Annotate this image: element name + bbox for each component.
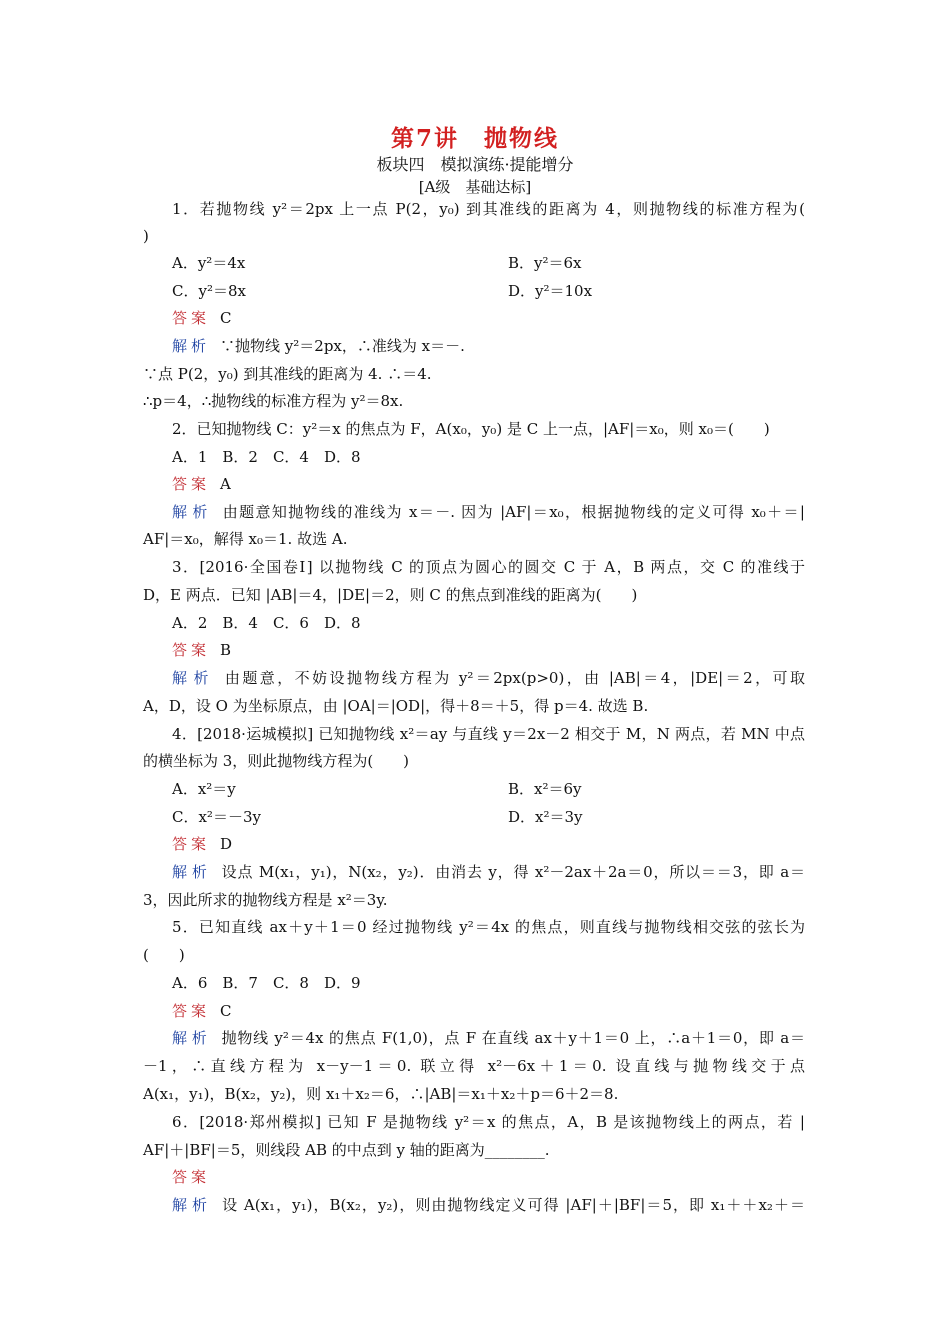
line-text: 3，因此所求的抛物线方程是 x²＝3y.: [143, 891, 388, 909]
line-text: AF|＋|BF|＝5，则线段 AB 的中点到 y 轴的距离为________.: [143, 1141, 550, 1159]
text-line: [143, 227, 149, 245]
line-text: A．6 B．7 C．8 D．9: [172, 974, 361, 992]
text-line: [508, 780, 582, 798]
line-text: ( ): [143, 946, 185, 964]
text-line: [143, 1141, 550, 1159]
text-line: [143, 891, 388, 909]
text-line: [508, 808, 583, 826]
line-text: 5．已知直线 ax＋y＋1＝0 经过抛物线 y²＝4x 的焦点，则直线与抛物线相交弦的弦长为: [172, 918, 805, 936]
line-text: B．x²＝6y: [508, 780, 582, 798]
text-line: [172, 475, 231, 493]
text-line: [172, 282, 246, 300]
text-line: [172, 1168, 220, 1186]
text-line: [143, 392, 403, 410]
text-line: [143, 697, 648, 715]
line-text: A．2 B．4 C．6 D．8: [172, 614, 361, 632]
line-text: D．x²＝3y: [508, 808, 583, 826]
line-text: 4．[2018·运城模拟] 已知抛物线 x²＝ay 与直线 y＝2x－2 相交于 M，N 两点，若 MN 中点: [172, 725, 805, 743]
analysis-label: 解析: [172, 503, 213, 521]
text-line: [172, 780, 236, 798]
line-text: B: [220, 641, 232, 659]
analysis-label: 解析: [172, 337, 211, 355]
text-line: [172, 835, 232, 853]
line-text: C．y²＝8x: [172, 282, 246, 300]
text-line: [508, 282, 592, 300]
text-line: [143, 365, 432, 383]
text-line: [143, 530, 347, 548]
line-text: A．y²＝4x: [172, 254, 246, 272]
line-text: A．x²＝y: [172, 780, 236, 798]
line-text: 由题意知抛物线的准线为 x＝－. 因为 |AF|＝x₀，根据抛物线的定义可得 x₀＋＝|: [222, 503, 805, 521]
analysis-label: 解析: [172, 1196, 213, 1214]
text-line: [172, 1002, 232, 1020]
text-line: [172, 669, 805, 687]
page-title: 第7讲 抛物线: [390, 125, 559, 152]
line-text: 由题意，不妨设抛物线方程为 y²＝2px(p>0)，由 |AB|＝4，|DE|＝2，可取: [224, 669, 805, 687]
text-line: [172, 420, 770, 438]
line-text: ∵点 P(2，y₀) 到其准线的距离为 4. ∴＝4.: [143, 365, 432, 383]
line-text: C．x²＝－3y: [172, 808, 261, 826]
text-line: [143, 1057, 805, 1075]
line-text: AF|＝x₀，解得 x₀＝1. 故选 A.: [143, 530, 348, 548]
line-text: 2．已知抛物线 C：y²＝x 的焦点为 F，A(x₀，y₀) 是 C 上一点，|AF|＝x₀，则 x₀＝( ): [172, 420, 770, 438]
line-text: －1，∴直线方程为 x－y－1＝0. 联立得 x²－6x＋1＝0. 设直线与抛物线交于点: [143, 1057, 805, 1075]
line-text: ∵抛物线 y²＝2px，∴准线为 x＝－.: [220, 337, 465, 355]
text-line: [172, 558, 805, 576]
line-text: C: [220, 1002, 232, 1020]
text-line: [172, 1196, 805, 1214]
line-text: D．y²＝10x: [508, 282, 593, 300]
text-line: [172, 337, 465, 355]
text-line: [143, 1085, 618, 1103]
answer-label: 答案: [172, 835, 211, 853]
text-line: [172, 863, 805, 881]
text-line: [172, 1113, 805, 1131]
line-text: D，E 两点．已知 |AB|＝4，|DE|＝2，则 C 的焦点到准线的距离为( ): [143, 586, 638, 604]
text-line: [172, 974, 361, 992]
text-line: [172, 641, 231, 659]
analysis-label: 解析: [172, 863, 212, 881]
text-line: [172, 1029, 805, 1047]
text-line: [172, 254, 245, 272]
line-text: 6．[2018·郑州模拟] 已知 F 是抛物线 y²＝x 的焦点，A，B 是该抛物线上的两点，若 |: [172, 1113, 805, 1131]
answer-label: 答案: [172, 1002, 211, 1020]
text-line: [172, 614, 361, 632]
answer-label: 答案: [172, 475, 211, 493]
analysis-label: 解析: [172, 669, 215, 687]
text-line: [172, 808, 261, 826]
line-text: A．1 B．2 C．4 D．8: [172, 448, 361, 466]
line-text: 1．若抛物线 y²＝2px 上一点 P(2，y₀) 到其准线的距离为 4，则抛物线的标准方程为(: [172, 200, 805, 218]
text-line: [143, 586, 637, 604]
text-line: [143, 946, 185, 964]
line-text: A(x₁，y₁)，B(x₂，y₂)，则 x₁＋x₂＝6，∴|AB|＝x₁＋x₂＋p＝6＋2＝8.: [143, 1085, 619, 1103]
level-heading: [A级 基础达标]: [418, 178, 532, 196]
answer-label: 答案: [172, 641, 211, 659]
text-line: [172, 918, 805, 936]
line-text: 设点 M(x₁，y₁)，N(x₂，y₂)．由消去 y，得 x²－2ax＋2a＝0，所以＝＝3，即 a＝: [221, 863, 805, 881]
line-text: 抛物线 y²＝4x 的焦点 F(1,0)，点 F 在直线 ax＋y＋1＝0 上，∴a＋1＝0，即 a＝: [221, 1029, 805, 1047]
line-text: C: [220, 309, 232, 327]
line-text: B．y²＝6x: [508, 254, 582, 272]
answer-label: 答案: [172, 1168, 211, 1186]
line-text: A，D，设 O 为坐标原点，由 |OA|＝|OD|，得＋8＝＋5，得 p＝4. 故选 B.: [143, 697, 649, 715]
analysis-label: 解析: [172, 1029, 212, 1047]
answer-label: 答案: [172, 309, 211, 327]
line-text: A: [220, 475, 231, 493]
text-line: [172, 200, 805, 218]
line-text: ): [143, 227, 149, 245]
text-line: [143, 752, 409, 770]
line-text: 的横坐标为 3，则此抛物线方程为( ): [143, 752, 410, 770]
section-subtitle: 板块四 模拟演练·提能增分: [376, 155, 574, 174]
text-line: [172, 503, 805, 521]
line-text: ∴p＝4，∴抛物线的标准方程为 y²＝8x.: [143, 392, 404, 410]
text-line: [172, 309, 232, 327]
line-text: D: [220, 835, 233, 853]
text-line: [172, 448, 361, 466]
line-text: 设 A(x₁，y₁)，B(x₂，y₂)，则由抛物线定义可得 |AF|＋|BF|＝5，即 x₁＋＋x₂＋＝: [222, 1196, 805, 1214]
text-line: [172, 725, 805, 743]
text-line: [508, 254, 582, 272]
line-text: 3．[2016·全国卷Ⅰ] 以抛物线 C 的顶点为圆心的圆交 C 于 A，B 两点，交 C 的准线于: [172, 558, 805, 576]
